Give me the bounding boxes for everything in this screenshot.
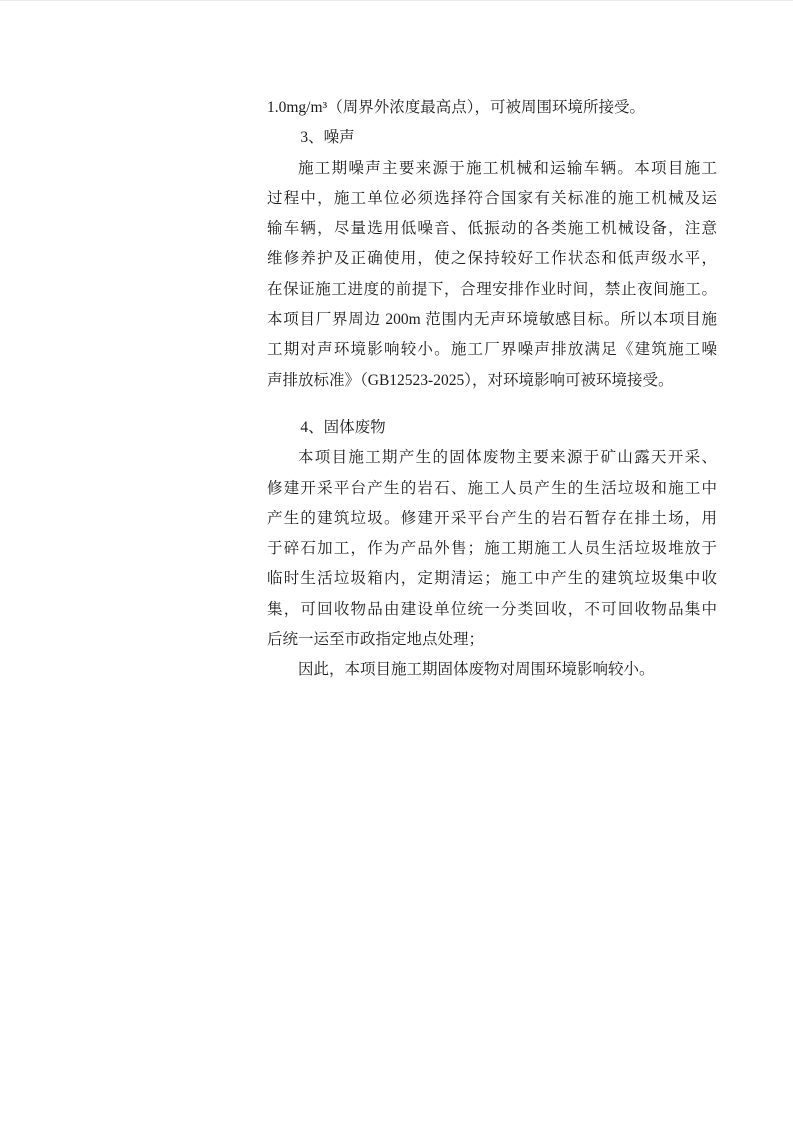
text-line: 过程中，施工单位必须选择符合国家有关标准的施工机械及运 — [267, 189, 717, 207]
section-heading-solid-waste: 4、固体废物 — [300, 418, 386, 436]
text-line: 工期对声环境影响较小。施工厂界噪声排放满足《建筑施工噪 — [267, 341, 717, 359]
document-body — [267, 93, 717, 686]
text-line: 在保证施工进度的前提下，合理安排作业时间，禁止夜间施工。 — [267, 280, 717, 298]
conclusion-text-line: 因此，本项目施工期固体废物对周围环境影响较小。 — [298, 661, 655, 679]
text-line: 维修养护及正确使用，使之保持较好工作状态和低声级水平， — [267, 250, 717, 268]
text-line: 本项目厂界周边 200m 范围内无声环境敏感目标。所以本项目施 — [267, 311, 717, 329]
text-line: 修建开采平台产生的岩石、施工人员产生的生活垃圾和施工中 — [267, 479, 717, 497]
text-line: 后统一运至市政指定地点处理； — [267, 631, 485, 649]
text-line: 本项目施工期产生的固体废物主要来源于矿山露天开采、 — [298, 449, 717, 467]
text-line: 施工期噪声主要来源于施工机械和运输车辆。本项目施工 — [298, 159, 717, 177]
text-line: 集，可回收物品由建设单位统一分类回收，不可回收物品集中 — [267, 600, 717, 618]
section-heading-noise: 3、噪声 — [300, 129, 355, 147]
text-line: 声排放标准》（GB12523-2025），对环境影响可被环境接受。 — [267, 371, 674, 389]
continuation-text-line: 1.0mg/m³（周界外浓度最高点），可被周围环境所接受。 — [267, 99, 645, 116]
text-line: 临时生活垃圾箱内，定期清运；施工中产生的建筑垃圾集中收 — [267, 570, 717, 588]
text-line: 于碎石加工，作为产品外售；施工期施工人员生活垃圾堆放于 — [267, 540, 717, 558]
text-line: 输车辆，尽量选用低噪音、低振动的各类施工机械设备，注意 — [267, 220, 717, 238]
text-line: 产生的建筑垃圾。修建开采平台产生的岩石暂存在排土场，用 — [267, 509, 717, 527]
